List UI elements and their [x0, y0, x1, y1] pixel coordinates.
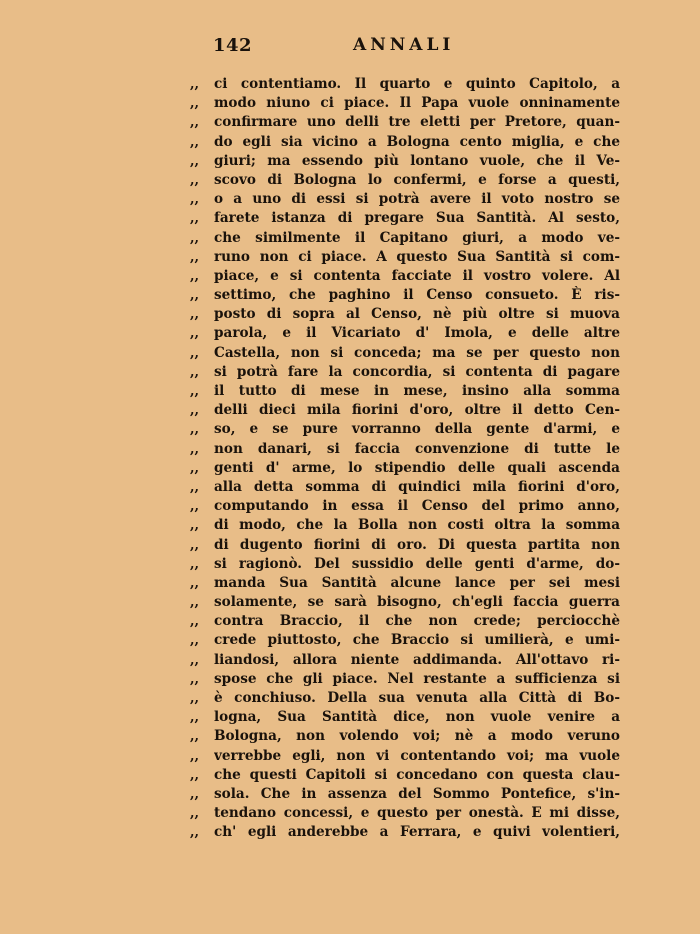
line-text: si potrà fare la concordia, si contenta di pagare [214, 363, 620, 380]
text-line [190, 555, 620, 574]
quote-mark: ,, [190, 748, 200, 764]
text-line [190, 286, 620, 305]
text-line [190, 133, 620, 152]
text-line [190, 536, 620, 555]
line-text: ci contentiamo. Il quarto e quinto Capitolo, a [214, 76, 620, 92]
page-header [213, 35, 615, 59]
text-line [190, 823, 620, 842]
quote-mark: ,, [190, 345, 200, 361]
quote-mark: ,, [190, 192, 200, 208]
line-text: settimo, che paghino il Censo consueto. È ris- [214, 287, 620, 304]
text-line [190, 689, 620, 708]
quote-mark: ,, [190, 729, 200, 745]
line-text: alla detta somma di quindici mila fiorini d'oro, [214, 478, 620, 495]
quote-mark: ,, [190, 230, 200, 246]
text-line [190, 94, 620, 113]
quote-mark: ,, [190, 441, 200, 457]
text-line [190, 574, 620, 593]
line-text: si ragionò. Del sussidio delle genti d'arme, do- [214, 555, 620, 572]
quote-mark: ,, [190, 115, 200, 131]
line-text: so, e se pure vorranno della gente d'armi, e [214, 421, 620, 438]
line-text: di dugento fiorini di oro. Di questa partita non [214, 536, 620, 553]
quote-mark: ,, [190, 77, 200, 92]
line-text: ch' egli anderebbe a Ferrara, e quivi volentieri, [214, 824, 620, 841]
quote-mark: ,, [190, 710, 200, 726]
text-line [190, 171, 620, 190]
text-line [190, 651, 620, 670]
quote-mark: ,, [190, 403, 200, 419]
quote-mark: ,, [190, 96, 200, 112]
text-line [190, 267, 620, 286]
quote-mark: ,, [190, 211, 200, 227]
quote-mark: ,, [190, 556, 200, 572]
text-line [190, 248, 620, 267]
text-line [190, 670, 620, 689]
text-line [190, 190, 620, 209]
line-text: solamente, se sarà bisogno, ch'egli faccia guerra [214, 594, 620, 611]
text-line [190, 708, 620, 727]
line-text: scovo di Bologna lo confermi, e forse a questi, [214, 171, 620, 188]
text-line [190, 440, 620, 459]
quote-mark: ,, [190, 364, 200, 380]
quote-mark: ,, [190, 691, 200, 706]
quote-mark: ,, [190, 384, 200, 399]
text-line [190, 305, 620, 324]
line-text: parola, e il Vicariato d' Imola, e delle altre [214, 325, 620, 342]
text-line [190, 459, 620, 478]
line-text: delli dieci mila fiorini d'oro, oltre il detto Cen- [214, 402, 620, 419]
line-text: liandosi, allora niente addimanda. All'ottavo ri- [214, 651, 620, 668]
text-line [190, 382, 620, 401]
text-line [190, 631, 620, 650]
line-text: il tutto di mese in mese, insino alla somma [214, 383, 620, 399]
line-text: che questi Capitoli si concedano con questa clau- [214, 766, 620, 783]
line-text: manda Sua Santità alcune lance per sei mesi [214, 574, 620, 591]
line-text: runo non ci piace. A questo Sua Santità si com- [214, 248, 620, 265]
quote-mark: ,, [190, 806, 200, 822]
quote-mark: ,, [190, 575, 200, 591]
line-text: tendano concessi, e questo per onestà. E mi disse, [214, 805, 620, 822]
quote-mark: ,, [190, 307, 200, 323]
line-text: piace, e si contenta facciate il vostro volere. Al [214, 267, 620, 284]
quote-mark: ,, [190, 786, 200, 802]
line-text: farete istanza di pregare Sua Santità. Al sesto, [214, 210, 620, 227]
line-text: crede piuttosto, che Braccio si umilierà, e umi- [214, 632, 620, 649]
quote-mark: ,, [190, 825, 200, 841]
text-line [190, 747, 620, 766]
quote-mark: ,, [190, 288, 200, 304]
line-text: spose che gli piace. Nel restante a sufficienza si [214, 670, 620, 687]
quote-mark: ,, [190, 172, 200, 188]
text-line [190, 804, 620, 823]
line-text: di modo, che la Bolla non costi oltra la somma [214, 517, 620, 534]
text-line [190, 229, 620, 248]
text-line [190, 593, 620, 612]
quote-mark: ,, [190, 767, 200, 783]
quote-mark: ,, [190, 595, 200, 611]
line-text: logna, Sua Santità dice, non vuole venire a [214, 709, 620, 726]
line-text: contra Braccio, il che non crede; perciocchè [214, 613, 620, 630]
line-text: sola. Che in assenza del Sommo Pontefice, s'in- [214, 785, 620, 802]
quote-mark: ,, [190, 479, 200, 495]
quote-mark: ,, [190, 460, 200, 476]
line-text: che similmente il Capitano giuri, a modo ve- [214, 229, 620, 246]
quote-mark: ,, [190, 537, 200, 553]
text-line [190, 478, 620, 497]
line-text: computando in essa il Censo del primo anno, [214, 498, 620, 515]
quote-mark: ,, [190, 153, 200, 169]
line-text: Castella, non si conceda; ma se per questo non [214, 344, 620, 361]
quote-mark: ,, [190, 518, 200, 534]
text-line [190, 612, 620, 631]
line-text: confirmare uno delli tre eletti per Pretore, quan- [214, 114, 620, 131]
quote-mark: ,, [190, 422, 200, 438]
line-text: o a uno di essi si potrà avere il voto nostro se [214, 191, 620, 208]
quote-mark: ,, [190, 134, 200, 150]
text-line [190, 113, 620, 132]
line-text: non danari, si faccia convenzione di tutte le [214, 440, 620, 457]
text-line [190, 727, 620, 746]
line-text: do egli sia vicino a Bologna cento miglia, e che [214, 133, 620, 150]
quote-mark: ,, [190, 671, 200, 687]
text-line [190, 344, 620, 363]
text-line [190, 516, 620, 535]
text-line [190, 420, 620, 439]
quote-mark: ,, [190, 268, 200, 284]
running-head: ANNALI [353, 35, 455, 55]
text-line [190, 401, 620, 420]
quote-mark: ,, [190, 326, 200, 342]
quote-mark: ,, [190, 249, 200, 265]
quote-mark: ,, [190, 652, 200, 668]
text-line [190, 324, 620, 343]
line-text: modo niuno ci piace. Il Papa vuole onninamente [214, 95, 620, 112]
text-line [190, 75, 620, 94]
quote-mark: ,, [190, 499, 200, 515]
text-line [190, 785, 620, 804]
text-line [190, 497, 620, 516]
body-text [190, 75, 620, 843]
line-text: giuri; ma essendo più lontano vuole, che il Ve- [214, 152, 620, 169]
line-text: Bologna, non volendo voi; nè a modo veruno [214, 728, 620, 745]
line-text: è conchiuso. Della sua venuta alla Città di Bo- [214, 690, 620, 706]
page-number: 142 [213, 35, 253, 56]
quote-mark: ,, [190, 614, 200, 630]
quote-mark: ,, [190, 633, 200, 649]
text-line [190, 363, 620, 382]
text-line [190, 766, 620, 785]
text-line [190, 152, 620, 171]
line-text: posto di sopra al Censo, nè più oltre si muova [214, 306, 620, 323]
text-line [190, 209, 620, 228]
line-text: verrebbe egli, non vi contentando voi; ma vuole [214, 747, 620, 764]
line-text: genti d' arme, lo stipendio delle quali ascenda [214, 459, 620, 476]
